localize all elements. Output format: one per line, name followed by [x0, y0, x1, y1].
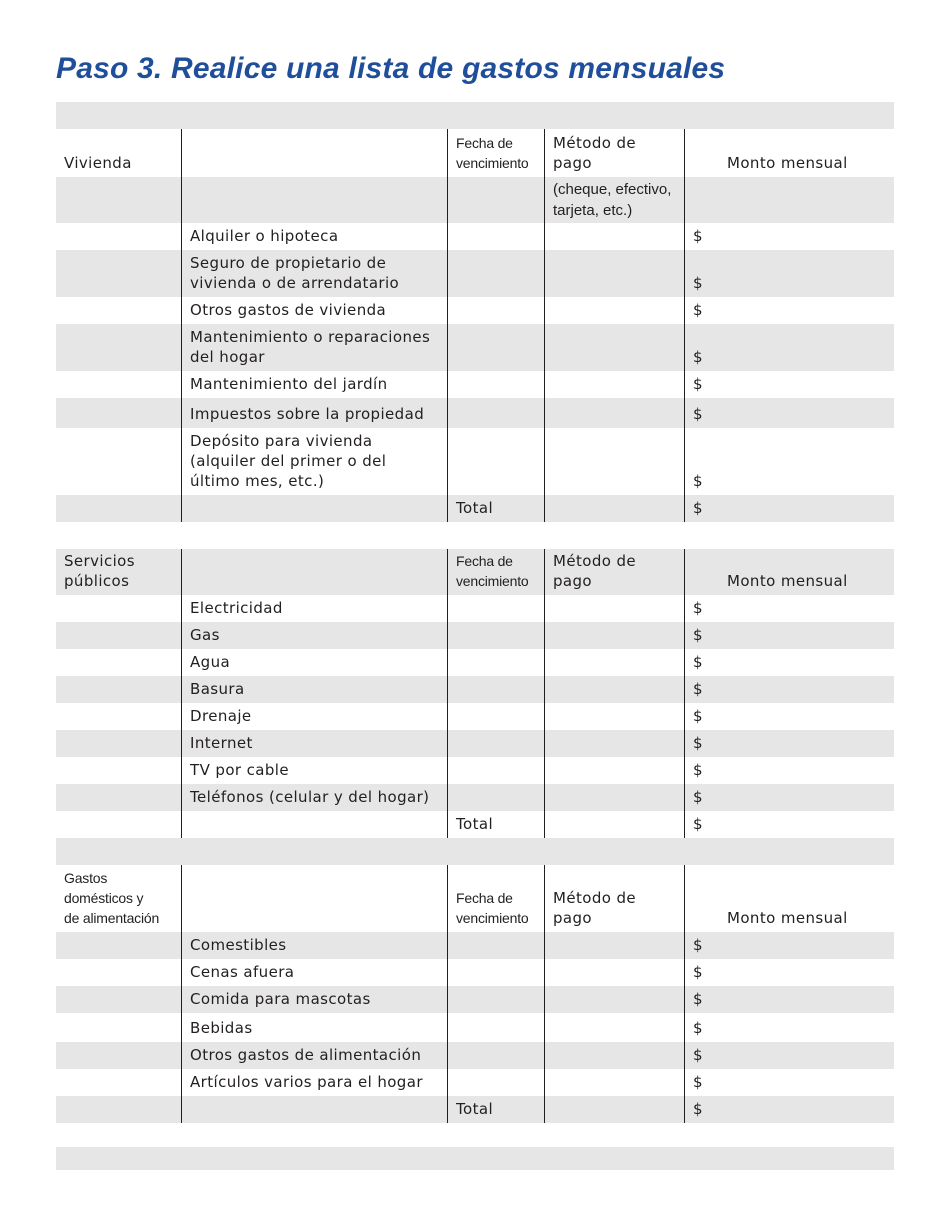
amount-cell[interactable]: $	[684, 757, 894, 784]
expense-label: Comestibles	[181, 932, 447, 959]
amount-header: Monto mensual	[684, 549, 894, 595]
payment-method-cell[interactable]	[544, 398, 684, 428]
table-row	[56, 324, 894, 371]
payment-method-header: Método de pago	[544, 865, 684, 932]
table-row	[56, 297, 894, 324]
due-date-cell[interactable]	[447, 371, 544, 398]
due-date-cell[interactable]	[447, 784, 544, 811]
expense-label: Cenas afuera	[181, 959, 447, 986]
utilities-header-row	[56, 549, 894, 595]
total-amount-cell[interactable]: $	[684, 811, 894, 838]
category-label: Vivienda	[64, 154, 132, 172]
expense-label: Mantenimiento del jardín	[181, 371, 447, 398]
table-row	[56, 223, 894, 250]
expense-label: Otros gastos de vivienda	[181, 297, 447, 324]
expense-label: Seguro de propietario de vivienda o de arrendatario	[181, 250, 447, 297]
total-row	[56, 1096, 894, 1123]
payment-method-cell[interactable]	[544, 250, 684, 297]
payment-method-cell[interactable]	[544, 223, 684, 250]
amount-cell[interactable]: $	[684, 676, 894, 703]
payment-method-cell[interactable]	[544, 371, 684, 398]
amount-cell[interactable]: $	[684, 250, 894, 297]
due-date-cell[interactable]	[447, 1013, 544, 1042]
amount-cell[interactable]: $	[684, 784, 894, 811]
due-date-cell[interactable]	[447, 676, 544, 703]
household-header-row	[56, 865, 894, 932]
total-amount-cell[interactable]: $	[684, 495, 894, 522]
payment-method-cell[interactable]	[544, 297, 684, 324]
due-date-cell[interactable]	[447, 959, 544, 986]
expense-label: Alquiler o hipoteca	[181, 223, 447, 250]
table-row	[56, 1069, 894, 1096]
expense-label: Mantenimiento o reparaciones del hogar	[181, 324, 447, 371]
due-date-cell[interactable]	[447, 398, 544, 428]
expense-label: Otros gastos de alimentación	[181, 1042, 447, 1069]
table-row	[56, 959, 894, 986]
due-date-cell[interactable]	[447, 297, 544, 324]
amount-cell[interactable]: $	[684, 986, 894, 1013]
expense-label: Basura	[181, 676, 447, 703]
table-row	[56, 730, 894, 757]
due-date-cell[interactable]	[447, 250, 544, 297]
spacer-band	[56, 1147, 894, 1170]
amount-header: Monto mensual	[684, 865, 894, 932]
table-row	[56, 986, 894, 1013]
total-label: Total	[447, 811, 544, 838]
table-row	[56, 703, 894, 730]
amount-cell[interactable]: $	[684, 428, 894, 495]
due-date-cell[interactable]	[447, 649, 544, 676]
table-row	[56, 428, 894, 495]
expense-label: Depósito para vivienda (alquiler del primer o del último mes, etc.)	[181, 428, 447, 495]
table-row	[56, 757, 894, 784]
due-date-cell[interactable]	[447, 622, 544, 649]
payment-method-note: (cheque, efectivo, tarjeta, etc.)	[544, 177, 684, 223]
amount-cell[interactable]: $	[684, 649, 894, 676]
table-row	[56, 932, 894, 959]
amount-cell[interactable]: $	[684, 223, 894, 250]
amount-cell[interactable]: $	[684, 595, 894, 622]
amount-cell[interactable]: $	[684, 297, 894, 324]
payment-method-header: Método de pago	[544, 549, 684, 595]
payment-method-cell[interactable]	[544, 676, 684, 703]
payment-method-cell[interactable]	[544, 730, 684, 757]
expense-label: TV por cable	[181, 757, 447, 784]
due-date-cell[interactable]	[447, 932, 544, 959]
category-label: Gastos domésticos y de alimentación	[64, 870, 160, 926]
table-row	[56, 250, 894, 297]
total-row	[56, 495, 894, 522]
due-date-header: Fecha de vencimiento	[447, 865, 544, 932]
amount-cell[interactable]: $	[684, 1069, 894, 1096]
amount-cell[interactable]: $	[684, 703, 894, 730]
payment-method-cell[interactable]	[544, 959, 684, 986]
amount-cell[interactable]: $	[684, 622, 894, 649]
total-label: Total	[447, 495, 544, 522]
payment-method-cell[interactable]	[544, 703, 684, 730]
category-label: Servicios públicos	[64, 552, 135, 590]
amount-cell[interactable]: $	[684, 398, 894, 428]
table-row	[56, 649, 894, 676]
payment-method-cell[interactable]	[544, 324, 684, 371]
housing-header-row	[56, 129, 894, 177]
table-row	[56, 622, 894, 649]
total-amount-cell[interactable]: $	[684, 1096, 894, 1123]
table-row	[56, 784, 894, 811]
payment-method-cell[interactable]	[544, 986, 684, 1013]
due-date-cell[interactable]	[447, 324, 544, 371]
payment-method-cell[interactable]	[544, 1042, 684, 1069]
due-date-cell[interactable]	[447, 986, 544, 1013]
page-title: Paso 3. Realice una lista de gastos mensuales	[56, 52, 726, 85]
due-date-header: Fecha de vencimiento	[447, 129, 544, 177]
expense-label: Teléfonos (celular y del hogar)	[181, 784, 447, 811]
payment-method-cell[interactable]	[544, 784, 684, 811]
due-date-cell[interactable]	[447, 428, 544, 495]
expense-label: Bebidas	[181, 1013, 447, 1042]
expense-label: Comida para mascotas	[181, 986, 447, 1013]
payment-method-header: Método de pago	[544, 129, 684, 177]
table-row	[56, 1013, 894, 1042]
due-date-cell[interactable]	[447, 595, 544, 622]
payment-method-cell[interactable]	[544, 649, 684, 676]
payment-method-cell[interactable]	[544, 428, 684, 495]
payment-note-row	[56, 177, 894, 223]
payment-method-cell[interactable]	[544, 757, 684, 784]
table-row	[56, 398, 894, 428]
spacer-band	[56, 838, 894, 865]
expense-label: Gas	[181, 622, 447, 649]
due-date-cell[interactable]	[447, 730, 544, 757]
expense-label: Impuestos sobre la propiedad	[181, 398, 447, 428]
amount-cell[interactable]: $	[684, 730, 894, 757]
amount-cell[interactable]: $	[684, 324, 894, 371]
amount-header: Monto mensual	[684, 129, 894, 177]
table-row	[56, 1042, 894, 1069]
amount-cell[interactable]: $	[684, 1042, 894, 1069]
amount-cell[interactable]: $	[684, 1013, 894, 1042]
due-date-cell[interactable]	[447, 1042, 544, 1069]
expense-label: Drenaje	[181, 703, 447, 730]
due-date-header: Fecha de vencimiento	[447, 549, 544, 595]
expense-label: Artículos varios para el hogar	[181, 1069, 447, 1096]
expense-label: Electricidad	[181, 595, 447, 622]
amount-cell[interactable]: $	[684, 932, 894, 959]
payment-method-cell[interactable]	[544, 1013, 684, 1042]
due-date-cell[interactable]	[447, 223, 544, 250]
spacer-band	[56, 102, 894, 129]
expense-label: Internet	[181, 730, 447, 757]
payment-method-cell[interactable]	[544, 932, 684, 959]
payment-method-cell[interactable]	[544, 1069, 684, 1096]
total-label: Total	[447, 1096, 544, 1123]
payment-method-cell[interactable]	[544, 595, 684, 622]
table-row	[56, 676, 894, 703]
due-date-cell[interactable]	[447, 703, 544, 730]
table-row	[56, 371, 894, 398]
table-row	[56, 595, 894, 622]
amount-cell[interactable]: $	[684, 371, 894, 398]
due-date-cell[interactable]	[447, 757, 544, 784]
total-row	[56, 811, 894, 838]
due-date-cell[interactable]	[447, 1069, 544, 1096]
expense-label: Agua	[181, 649, 447, 676]
amount-cell[interactable]: $	[684, 959, 894, 986]
payment-method-cell[interactable]	[544, 622, 684, 649]
